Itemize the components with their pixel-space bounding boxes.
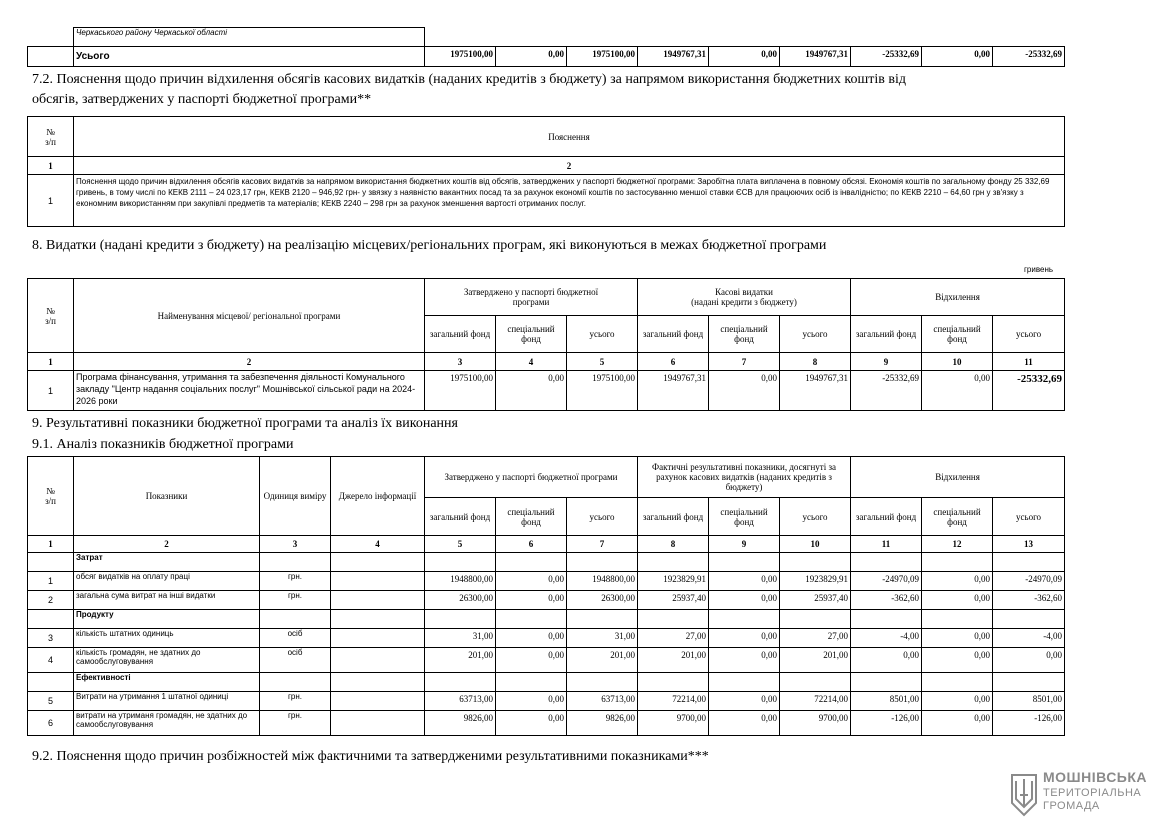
- value-cell: -24970,09: [993, 572, 1065, 591]
- total-cell: 0,00: [922, 47, 993, 67]
- value-cell: 63713,00: [567, 692, 638, 711]
- section-title: Затрат: [74, 553, 260, 572]
- source-cell: [331, 711, 425, 736]
- column-number: 5: [567, 353, 638, 371]
- value-cell: -25332,69: [851, 371, 922, 411]
- value-cell: -25332,69: [993, 371, 1065, 411]
- column-number: 6: [638, 353, 709, 371]
- indicator-name: витрати на утриманя громадян, не здатних до самообслуговування: [74, 711, 260, 736]
- indicator-row: [28, 648, 1065, 673]
- value-cell: 0,00: [709, 692, 780, 711]
- total-cell: -25332,69: [851, 47, 922, 67]
- value-cell: 201,00: [780, 648, 851, 673]
- special-fund-header: спеціальний фонд: [709, 498, 780, 536]
- value-cell: 1923829,91: [780, 572, 851, 591]
- total-cell: 0,00: [709, 47, 780, 67]
- general-fund-header: загальний фонд: [851, 316, 922, 353]
- column-number: 3: [425, 353, 496, 371]
- column-number: 11: [851, 536, 922, 553]
- value-cell: 1975100,00: [425, 371, 496, 411]
- column-number: 8: [780, 353, 851, 371]
- top-totals-table: [27, 27, 1065, 67]
- group-cash-header: Касові видатки (надані кредити з бюджету): [638, 279, 851, 316]
- value-cell: 0,00: [496, 572, 567, 591]
- general-fund-header: загальний фонд: [851, 498, 922, 536]
- section-7-2-heading-line1: 7.2. Пояснення щодо причин відхилення обсягів касових видатків (наданих кредитів з бюджету) за напрямом використання бюджетних коштів від: [32, 72, 906, 87]
- value-cell: 9826,00: [567, 711, 638, 736]
- value-cell: 1948800,00: [425, 572, 496, 591]
- indicators-table: [27, 456, 1065, 736]
- total-cell: 1975100,00: [567, 47, 638, 67]
- section-9-heading: 9. Результативні показники бюджетної програми та аналіз їх виконання: [32, 416, 458, 431]
- indicator-row: [28, 591, 1065, 610]
- value-cell: 27,00: [638, 629, 709, 648]
- value-cell: 8501,00: [993, 692, 1065, 711]
- column-number: 9: [709, 536, 780, 553]
- section-title-row: [28, 610, 1065, 629]
- special-fund-header: спеціальний фонд: [496, 316, 567, 353]
- group-approved-header: Затверджено у паспорті бюджетної програми: [425, 279, 638, 316]
- special-fund-header: спеціальний фонд: [709, 316, 780, 353]
- total-header: усього: [780, 498, 851, 536]
- column-number: 2: [74, 157, 1065, 175]
- unit-cell: грн.: [260, 711, 331, 736]
- value-cell: 8501,00: [851, 692, 922, 711]
- value-cell: 31,00: [425, 629, 496, 648]
- row-number: 1: [28, 572, 74, 591]
- value-cell: 0,00: [709, 648, 780, 673]
- value-cell: 31,00: [567, 629, 638, 648]
- indicator-name: обсяг видатків на оплату праці: [74, 572, 260, 591]
- value-cell: 72214,00: [638, 692, 709, 711]
- total-label: Усього: [74, 47, 425, 67]
- local-programs-table: [27, 278, 1065, 411]
- row-number: 2: [28, 591, 74, 610]
- value-cell: 0,00: [922, 591, 993, 610]
- section-7-2-heading-line2: обсягів, затверджених у паспорті бюджетної програми**: [32, 92, 372, 107]
- value-cell: 72214,00: [780, 692, 851, 711]
- column-number: 2: [74, 536, 260, 553]
- special-fund-header: спеціальний фонд: [496, 498, 567, 536]
- program-name: Програма фінансування, утримання та забезпечення діяльності Комунального закладу "Центр надання соціальних послуг" Мошнівської сільської ради на 2024-2026 роки: [74, 371, 425, 411]
- explanation-table: [27, 116, 1065, 227]
- value-cell: 0,00: [922, 572, 993, 591]
- general-fund-header: загальний фонд: [638, 498, 709, 536]
- total-cell: 0,00: [496, 47, 567, 67]
- value-cell: 0,00: [709, 371, 780, 411]
- value-cell: 25937,40: [638, 591, 709, 610]
- value-cell: 0,00: [993, 648, 1065, 673]
- column-number: 1: [28, 536, 74, 553]
- value-cell: 0,00: [922, 629, 993, 648]
- section-title: Продукту: [74, 610, 260, 629]
- value-cell: 9826,00: [425, 711, 496, 736]
- value-cell: 0,00: [496, 629, 567, 648]
- row-number: 5: [28, 692, 74, 711]
- col-explanation-header: Пояснення: [74, 117, 1065, 157]
- trident-icon: [1010, 773, 1038, 817]
- total-header: усього: [567, 316, 638, 353]
- col-program-name-header: Найменування місцевої/ регіональної програми: [74, 279, 425, 353]
- value-cell: 0,00: [496, 711, 567, 736]
- section-9-2-heading: 9.2. Пояснення щодо причин розбіжностей між фактичними та затвердженими результативними показниками***: [32, 749, 709, 764]
- col-num-header: № з/п: [28, 279, 74, 353]
- indicator-row: [28, 572, 1065, 591]
- value-cell: 26300,00: [425, 591, 496, 610]
- value-cell: 0,00: [922, 692, 993, 711]
- total-cell: -25332,69: [993, 47, 1065, 67]
- value-cell: 0,00: [922, 648, 993, 673]
- total-header: усього: [993, 498, 1065, 536]
- logo-line3: ГРОМАДА: [1043, 800, 1100, 812]
- column-number: 13: [993, 536, 1065, 553]
- column-number: 7: [709, 353, 780, 371]
- value-cell: -4,00: [851, 629, 922, 648]
- value-cell: 27,00: [780, 629, 851, 648]
- column-number: 5: [425, 536, 496, 553]
- col-num-header: № з/п: [28, 457, 74, 536]
- value-cell: 0,00: [496, 648, 567, 673]
- source-cell: [331, 591, 425, 610]
- indicator-name: Витрати на утримання 1 штатної одиниці: [74, 692, 260, 711]
- group-actual-header: Фактичні результативні показники, досягнуті за рахунок касових видатків (наданих кредитів з бюджету): [638, 457, 851, 498]
- section-9-1-heading: 9.1. Аналіз показників бюджетної програми: [32, 437, 294, 452]
- column-number: 1: [28, 157, 74, 175]
- column-number: 10: [780, 536, 851, 553]
- section-title: Ефективності: [74, 673, 260, 692]
- column-number: 9: [851, 353, 922, 371]
- value-cell: 0,00: [496, 371, 567, 411]
- column-number: 12: [922, 536, 993, 553]
- section-title-row: [28, 673, 1065, 692]
- value-cell: 201,00: [425, 648, 496, 673]
- explanation-text: Пояснення щодо причин відхилення обсягів касових видатків за напрямом використання бюджетних коштів від обсягів, затверджених у паспорті бюджетної програми: Заробітна плата виплачена в повному обсязі. Економія коштів по загальному фонду 25 332,69 гривень, в тому числі по КЕКВ 2111 – 24 023,17 грн, КЕКВ 2120 – 946,92 грн- у звязку з наявністю вакантних посад та за рахунок економії коштів по застосуванню меншої ставки ЄСВ для працюючих осіб із інвалідністю; по КЕКВ 2210 – 64,60 грн у зв'язку з економним використанням при закупівлі предметів та матеріалів; КЕКВ 2240 – 298 грн за рахунок зменшення вартості отриманих послуг.: [74, 175, 1065, 227]
- column-number: 11: [993, 353, 1065, 371]
- row-number: 1: [28, 175, 74, 227]
- column-number: 7: [567, 536, 638, 553]
- indicator-name: загальна сума витрат на інші видатки: [74, 591, 260, 610]
- value-cell: 0,00: [496, 591, 567, 610]
- total-header: усього: [567, 498, 638, 536]
- value-cell: 0,00: [709, 572, 780, 591]
- column-number: 1: [28, 353, 74, 371]
- row-number: 1: [28, 371, 74, 411]
- row-number: 3: [28, 629, 74, 648]
- section-title-row: [28, 553, 1065, 572]
- value-cell: 1975100,00: [567, 371, 638, 411]
- value-cell: 0,00: [709, 629, 780, 648]
- row-number: 4: [28, 648, 74, 673]
- total-header: усього: [993, 316, 1065, 353]
- district-text: Черкаського району Черкаської області: [74, 28, 425, 47]
- total-cell: 1949767,31: [638, 47, 709, 67]
- value-cell: -126,00: [851, 711, 922, 736]
- indicator-name: кількість громадян, не здатних до самообслуговування: [74, 648, 260, 673]
- col-source-header: Джерело інформації: [331, 457, 425, 536]
- group-deviation-header: Відхилення: [851, 279, 1065, 316]
- value-cell: 26300,00: [567, 591, 638, 610]
- column-number: 4: [496, 353, 567, 371]
- indicator-row: [28, 629, 1065, 648]
- value-cell: -4,00: [993, 629, 1065, 648]
- value-cell: 9700,00: [780, 711, 851, 736]
- total-header: усього: [780, 316, 851, 353]
- unit-cell: грн.: [260, 692, 331, 711]
- source-cell: [331, 692, 425, 711]
- general-fund-header: загальний фонд: [638, 316, 709, 353]
- source-cell: [331, 648, 425, 673]
- group-deviation-header: Відхилення: [851, 457, 1065, 498]
- source-cell: [331, 629, 425, 648]
- total-cell: 1949767,31: [780, 47, 851, 67]
- general-fund-header: загальний фонд: [425, 316, 496, 353]
- col-indicators-header: Показники: [74, 457, 260, 536]
- indicator-row: [28, 711, 1065, 736]
- column-number: 3: [260, 536, 331, 553]
- value-cell: 0,00: [922, 371, 993, 411]
- column-number: 10: [922, 353, 993, 371]
- section-8-heading: 8. Видатки (надані кредити з бюджету) на реалізацію місцевих/регіональних програм, які виконуються в межах бюджетної програми: [32, 238, 827, 253]
- value-cell: 1923829,91: [638, 572, 709, 591]
- value-cell: -362,60: [993, 591, 1065, 610]
- value-cell: 0,00: [709, 711, 780, 736]
- general-fund-header: загальний фонд: [425, 498, 496, 536]
- special-fund-header: спеціальний фонд: [922, 316, 993, 353]
- currency-unit: гривень: [1024, 265, 1054, 274]
- column-number: 8: [638, 536, 709, 553]
- unit-cell: осіб: [260, 629, 331, 648]
- value-cell: 0,00: [851, 648, 922, 673]
- col-num-header: № з/п: [28, 117, 74, 157]
- value-cell: -126,00: [993, 711, 1065, 736]
- logo-line2: ТЕРИТОРІАЛЬНА: [1043, 787, 1142, 799]
- total-row: [28, 47, 1065, 67]
- column-number: 2: [74, 353, 425, 371]
- value-cell: 1949767,31: [780, 371, 851, 411]
- unit-cell: осіб: [260, 648, 331, 673]
- row-number: 6: [28, 711, 74, 736]
- total-cell: 1975100,00: [425, 47, 496, 67]
- value-cell: 25937,40: [780, 591, 851, 610]
- value-cell: 0,00: [496, 692, 567, 711]
- value-cell: 0,00: [922, 711, 993, 736]
- value-cell: 63713,00: [425, 692, 496, 711]
- value-cell: 1948800,00: [567, 572, 638, 591]
- value-cell: 201,00: [638, 648, 709, 673]
- value-cell: -24970,09: [851, 572, 922, 591]
- group-approved-header: Затверджено у паспорті бюджетної програми: [425, 457, 638, 498]
- value-cell: 9700,00: [638, 711, 709, 736]
- community-logo: [1010, 771, 1160, 819]
- program-row: [28, 371, 1065, 411]
- value-cell: -362,60: [851, 591, 922, 610]
- source-cell: [331, 572, 425, 591]
- value-cell: 201,00: [567, 648, 638, 673]
- column-number: 4: [331, 536, 425, 553]
- value-cell: 1949767,31: [638, 371, 709, 411]
- special-fund-header: спеціальний фонд: [922, 498, 993, 536]
- unit-cell: грн.: [260, 591, 331, 610]
- indicator-row: [28, 692, 1065, 711]
- logo-line1: МОШНІВСЬКА: [1043, 769, 1148, 785]
- unit-cell: грн.: [260, 572, 331, 591]
- col-unit-header: Одиниця виміру: [260, 457, 331, 536]
- column-number: 6: [496, 536, 567, 553]
- value-cell: 0,00: [709, 591, 780, 610]
- indicator-name: кількість штатних одиниць: [74, 629, 260, 648]
